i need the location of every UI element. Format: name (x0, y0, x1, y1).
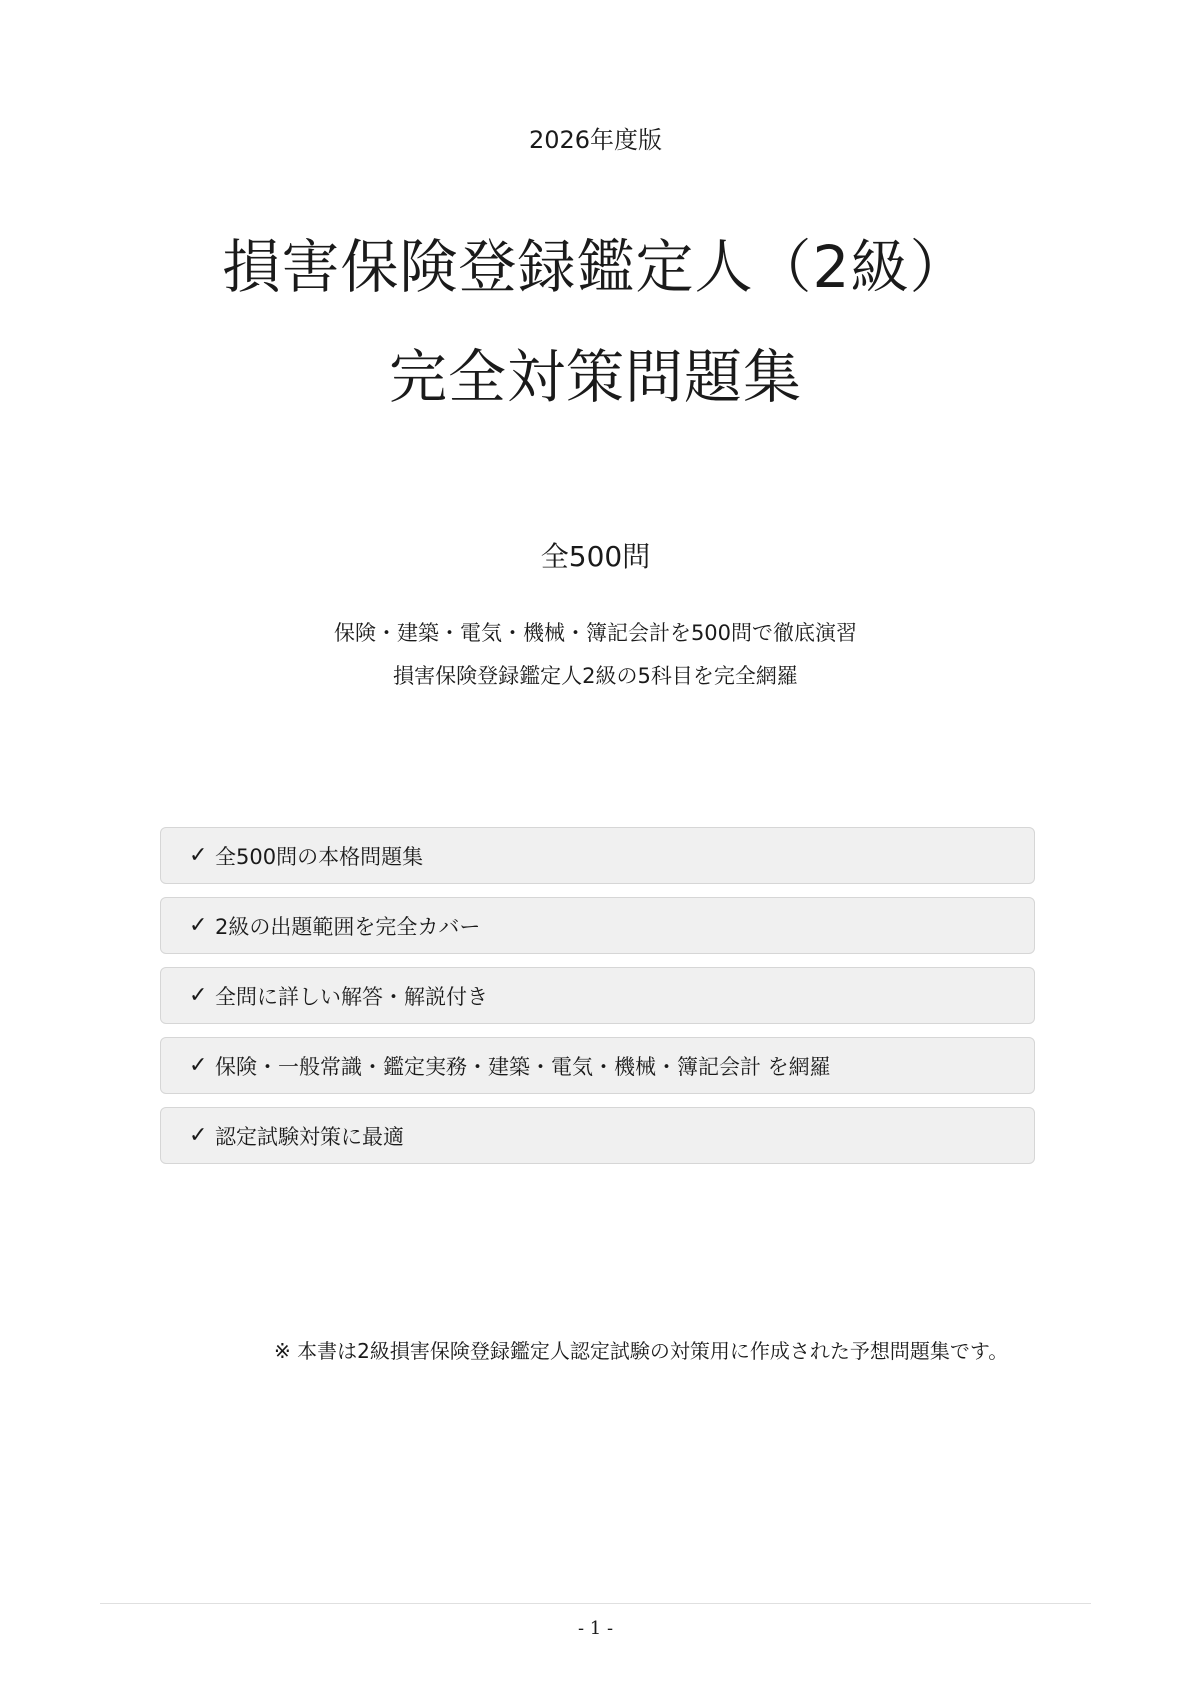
checkmark-icon: ✓ (189, 1123, 208, 1148)
checkmark-icon: ✓ (189, 983, 208, 1008)
description-line-1: 保険・建築・電気・機械・簿記会計を500問で徹底演習 (333, 621, 858, 645)
question-count: 全500問 (540, 540, 651, 573)
feature-text: 全問に詳しい解答・解説付き (215, 984, 488, 1009)
feature-item (160, 1037, 1035, 1094)
feature-text: 認定試験対策に最適 (215, 1124, 404, 1149)
footer-divider (100, 1603, 1091, 1604)
checkmark-icon: ✓ (189, 1053, 208, 1078)
title-line-2: 完全対策問題集 (388, 343, 802, 411)
feature-text: 保険・一般常識・鑑定実務・建築・電気・機械・簿記会計 を網羅 (215, 1054, 831, 1079)
feature-item (160, 1107, 1035, 1164)
checkmark-icon: ✓ (189, 913, 208, 938)
feature-item (160, 827, 1035, 884)
title-line-1: 損害保険登録鑑定人（2級） (222, 233, 969, 301)
feature-text: 2級の出題範囲を完全カバー (215, 914, 481, 939)
feature-item (160, 967, 1035, 1024)
feature-item (160, 897, 1035, 954)
feature-list (160, 827, 1035, 1177)
checkmark-icon: ✓ (189, 843, 208, 868)
description-line-2: 損害保険登録鑑定人2級の5科目を完全網羅 (393, 664, 798, 688)
disclaimer-note: ※ 本書は2級損害保険登録鑑定人認定試験の対策用に作成された予想問題集です。 (274, 1339, 1009, 1363)
feature-text: 全500問の本格問題集 (215, 844, 424, 869)
edition-label: 2026年度版 (528, 126, 663, 154)
page-number: - 1 - (577, 1618, 614, 1639)
